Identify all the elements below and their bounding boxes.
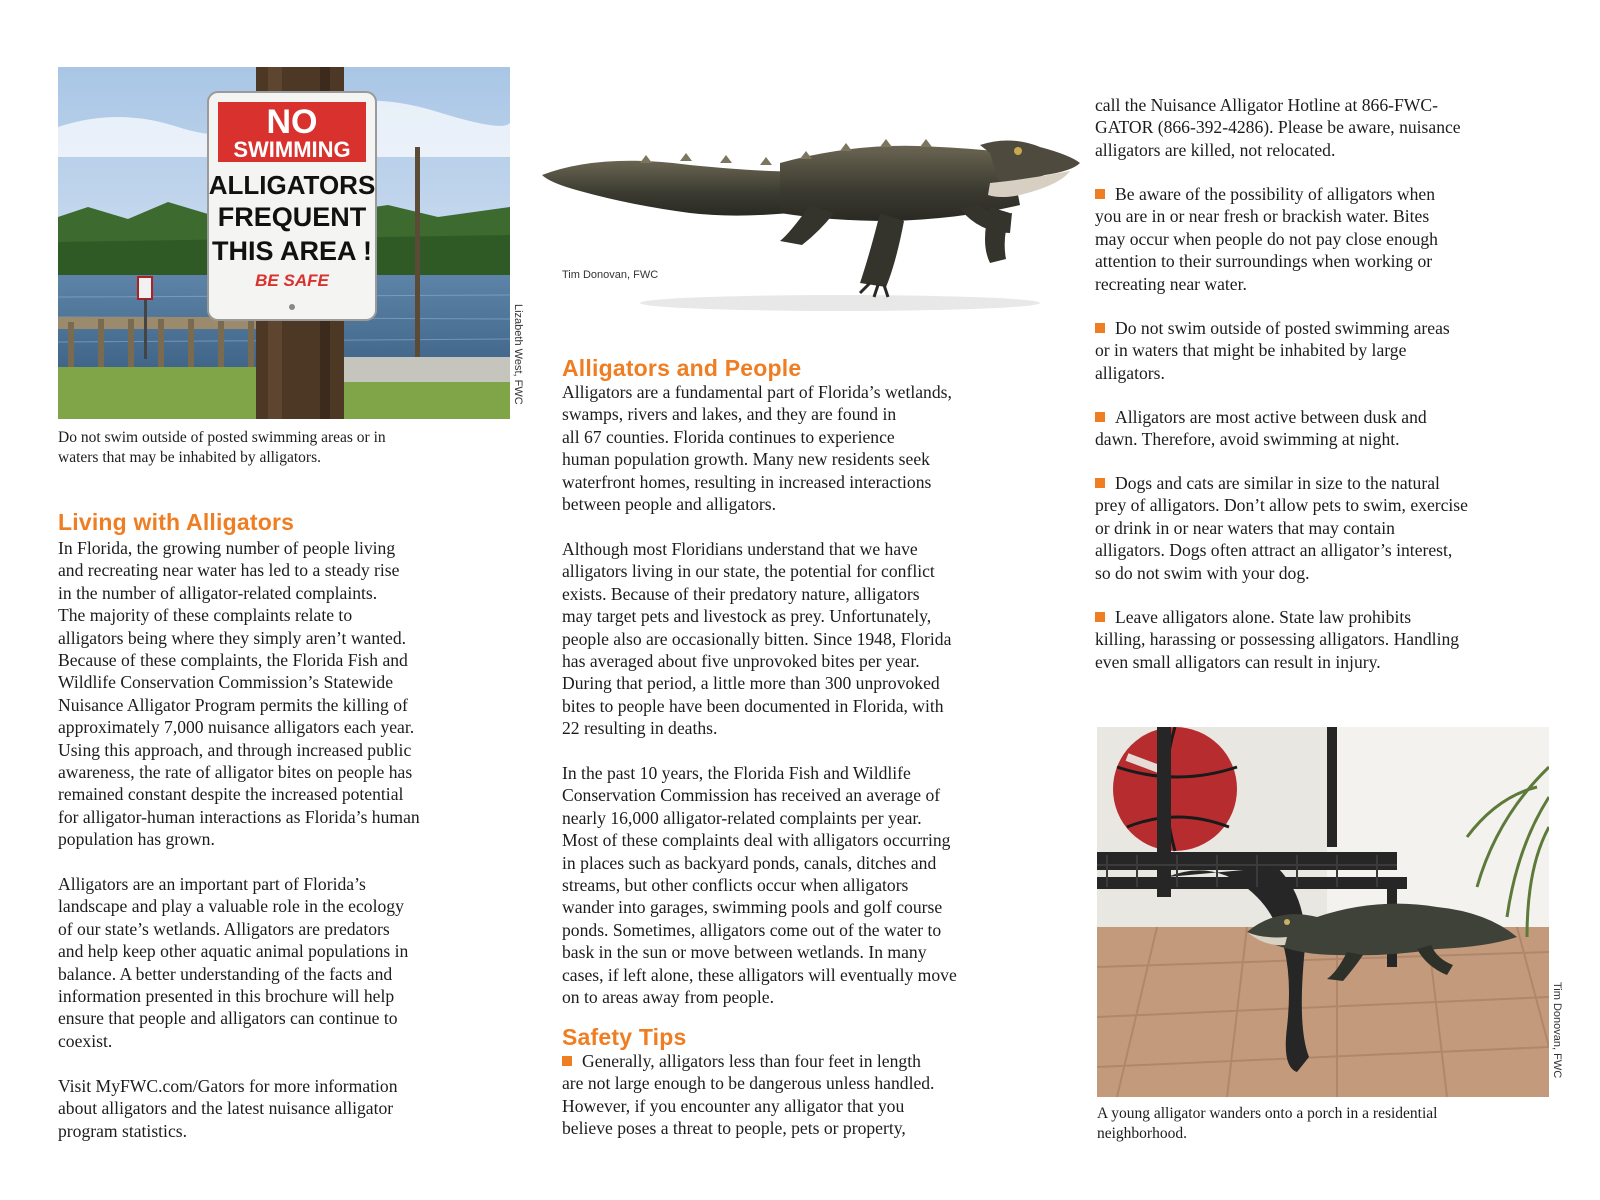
sign-text-frequent: FREQUENT <box>217 202 367 232</box>
bullet-icon <box>1095 323 1105 333</box>
heading-safety-tips: Safety Tips <box>562 1024 687 1050</box>
safety-tip-5 <box>1095 472 1555 584</box>
sign-text-no: NO <box>266 103 318 141</box>
bullet-icon <box>1095 412 1105 422</box>
caption-porch: A young alligator wanders onto a porch in a residential neighborhood. <box>1097 1105 1438 1142</box>
people-paragraph-1: Alligators are a fundamental part of Florida’s wetlands, swamps, rivers and lakes, and they are found in all 67 counties. Florida continues to experience human population growth. Many new residents seek waterfront homes, resulting in increased interactions between people and alligators. <box>562 382 952 515</box>
photo-credit-gator: Tim Donovan, FWC <box>562 269 659 281</box>
safety-tip-3-text: Do not swim outside of posted swimming areas or in waters that might be inhabited by large alligators. <box>1095 318 1450 383</box>
safety-tip-1-continued: call the Nuisance Alligator Hotline at 866-FWC- GATOR (866-392-4286). Please be aware, nuisance alligators are killed, not relocated. <box>1095 95 1461 160</box>
safety-tip-2-text: Be aware of the possibility of alligators when you are in or near fresh or brackish water. Bites may occur when people do not pay close enough attention to their surroundings when working or recreating near water. <box>1095 184 1438 294</box>
bullet-icon <box>1095 612 1105 622</box>
bullet-icon <box>1095 478 1105 488</box>
safety-tip-5-text: Dogs and cats are similar in size to the natural prey of alligators. Don’t allow pets to swim, exercise or drink in or near waters that may contain alligators. Dogs often attract an alligator’s interest, so do not swim with your dog. <box>1095 473 1468 583</box>
heading-alligators-and-people: Alligators and People <box>562 355 802 381</box>
heading-living-with-alligators: Living with Alligators <box>58 509 295 535</box>
sign-text-this-area: THIS AREA ! <box>212 236 372 266</box>
safety-tip-6-text: Leave alligators alone. State law prohibits killing, harassing or possessing alligators. Handling even small alligators can result in injury. <box>1095 607 1460 672</box>
caption-no-swimming: Do not swim outside of posted swimming areas or in waters that may be inhabited by alligators. <box>58 429 386 466</box>
safety-tip-1 <box>562 1050 1062 1140</box>
sign-text-swimming: SWIMMING <box>233 137 351 162</box>
sign-text-be-safe: BE SAFE <box>255 271 329 290</box>
photo-porch-alligator <box>1097 727 1549 1097</box>
safety-tip-6 <box>1095 606 1555 673</box>
photo-credit-porch: Tim Donovan, FWC <box>1551 982 1563 1079</box>
safety-tip-4-text: Alligators are most active between dusk and dawn. Therefore, avoid swimming at night. <box>1095 407 1427 450</box>
photo-credit-sign: Lizabeth West, FWC <box>512 304 524 405</box>
living-paragraph-1: In Florida, the growing number of people living and recreating near water has led to a steady rise in the number of alligator-related complaints. The majority of these complaints relate to alligators being where they simply aren’t wanted. Because of these complaints, the Florida Fish and Wildlife Conservation Commission’s Statewide Nuisance Alligator Program permits the killing of approximately 7,000 nuisance alligators each year. Using this approach, and through increased public awareness, the rate of alligator bites on people has remained constant despite the increased potential for alligator-human interactions as Florida’s human population has grown. <box>58 538 420 850</box>
safety-tip-2 <box>1095 183 1555 295</box>
living-paragraph-2: Alligators are an important part of Florida’s landscape and play a valuable role in the ecology of our state’s wetlands. Alligators are predators and help keep other aquatic animal populations in balance. A better understanding of the facts and information presented in this brochure will help ensure that people and alligators can continue to coexist. <box>58 874 409 1051</box>
people-paragraph-3: In the past 10 years, the Florida Fish and Wildlife Conservation Commission has received an average of nearly 16,000 alligator-related complaints per year. Most of these complaints deal with alligators occurring in places such as backyard ponds, canals, ditches and streams, but other conflicts occur when alligators wander into garages, swimming pools and golf course ponds. Sometimes, alligators come out of the water to bask in the sun or move between wetlands. In many cases, if left alone, these alligators will eventually move on to areas away from people. <box>562 763 957 1008</box>
safety-tip-3 <box>1095 317 1555 384</box>
safety-tip-1-text: Generally, alligators less than four feet in length are not large enough to be dangerous unless handled. However, if you encounter any alligator that you believe poses a threat to people, pets or property, <box>562 1051 935 1139</box>
bullet-icon <box>562 1056 572 1066</box>
living-paragraph-3: Visit MyFWC.com/Gators for more information about alligators and the latest nuisance alligator program statistics. <box>58 1076 398 1141</box>
photo-alligator <box>540 113 1080 313</box>
safety-tip-4 <box>1095 406 1555 451</box>
photo-no-swimming-sign <box>58 67 510 419</box>
sign-text-alligators: ALLIGATORS <box>208 170 376 200</box>
people-paragraph-2: Although most Floridians understand that we have alligators living in our state, the potential for conflict exists. Because of their predatory nature, alligators may target pets and livestock as prey. Unfortunately, people also are occasionally bitten. Since 1948, Florida has averaged about five unprovoked bites per year. During that period, a little more than 300 unprovoked bites to people have been documented in Florida, with 22 resulting in deaths. <box>562 539 952 739</box>
bullet-icon <box>1095 189 1105 199</box>
